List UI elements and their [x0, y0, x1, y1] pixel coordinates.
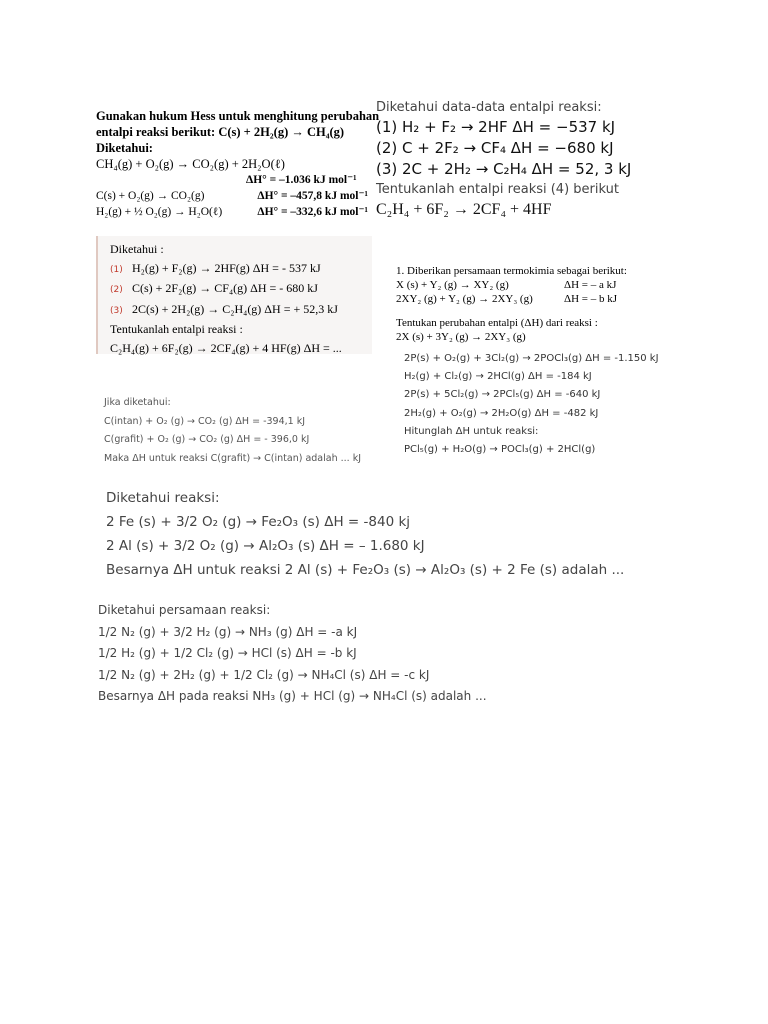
line: C(grafit) + O₂ (g) → CO₂ (g) ΔH = - 396,0 kJ	[104, 434, 310, 445]
reaction-2-row	[96, 188, 368, 204]
reaction-3: H₂(g) + ½ O₂(g) → H₂O(ℓ)	[96, 206, 223, 218]
line: Diketahui persamaan reaksi:	[98, 603, 271, 617]
reaction-1-enthalpy: ΔH = – a kJ	[564, 279, 617, 291]
reaction-1: (1) H₂ + F₂ → 2HF ΔH = −537 kJ	[376, 118, 616, 136]
line: H₂(g) + Cl₂(g) → 2HCl(g) ΔH = -184 kJ	[404, 371, 592, 383]
line: 2H₂(g) + O₂(g) → 2H₂O(g) ΔH = -482 kJ	[404, 407, 599, 419]
problem-title-line1: Gunakan hukum Hess untuk menghitung perubahan	[96, 109, 380, 123]
reaction-1: CH₄(g) + O₂(g) → CO₂(g) + 2H₂O(ℓ)	[96, 157, 285, 171]
line: 2P(s) + 5Cl₂(g) → 2PCl₅(g) ΔH = -640 kJ	[404, 389, 601, 401]
question-text: Tentukanlah entalpi reaksi (4) berikut	[376, 182, 619, 197]
line: 2P(s) + O₂(g) + 3Cl₂(g) → 2POCl₃(g) ΔH = -1.150 kJ	[404, 353, 659, 364]
reaction-1: X (s) + Y₂ (g) → XY₂ (g)	[396, 279, 509, 291]
problem-title-line2: entalpi reaksi berikut: C(s) + 2H₂(g) → CH₄(g)	[96, 125, 345, 139]
line: Besarnya ΔH untuk reaksi 2 Al (s) + Fe₂O₃ (s) → Al₂O₃ (s) + 2 Fe (s) adalah ...	[106, 562, 625, 578]
item-text: H₂(g) + F₂(g) → 2HF(g) ΔH = - 537 kJ	[132, 260, 321, 275]
line: Besarnya ΔH pada reaksi NH₃ (g) + HCl (g) → NH₄Cl (s) adalah ...	[98, 689, 487, 703]
item-number: (3)	[110, 305, 123, 316]
line: Hitunglah ΔH untuk reaksi:	[404, 425, 539, 437]
enthalpy-data-problem	[376, 98, 676, 221]
reaction-3-row	[96, 204, 368, 220]
item-text: C(s) + 2F₂(g) → CF₄(g) ΔH = - 680 kJ	[132, 281, 318, 295]
known-heading: Diketahui:	[96, 141, 153, 155]
reaction-item	[110, 300, 372, 321]
item-number: (1)	[110, 264, 123, 275]
item-number: (2)	[110, 285, 123, 295]
line: PCl₅(g) + H₂O(g) → POCl₃(g) + 2HCl(g)	[404, 444, 596, 456]
line: 1/2 N₂ (g) + 3/2 H₂ (g) → NH₃ (g) ΔH = -a kJ	[98, 624, 358, 639]
line: Jika diketahui:	[104, 397, 171, 408]
line: 2 Fe (s) + 3/2 O₂ (g) → Fe₂O₃ (s) ΔH = -840 kj	[106, 514, 411, 530]
reaction-2: 2XY₂ (g) + Y₂ (g) → 2XY₃ (g)	[396, 293, 533, 305]
question-text: Tentukan perubahan entalpi (ΔH) dari reaksi :	[396, 317, 598, 329]
line: 1/2 H₂ (g) + 1/2 Cl₂ (g) → HCl (s) ΔH = -b kJ	[98, 646, 357, 660]
reaction-item	[110, 259, 372, 280]
reaction-2-enthalpy: ΔH = – b kJ	[564, 293, 618, 305]
known-heading: Diketahui :	[110, 242, 164, 256]
reaction-2-row	[396, 292, 656, 306]
line: 1/2 N₂ (g) + 2H₂ (g) + 1/2 Cl₂ (g) → NH₄Cl (s) ΔH = -c kJ	[98, 667, 430, 682]
ammonium-chloride-problem	[98, 600, 658, 708]
reaction-2: C(s) + O₂(g) → CO₂(g)	[96, 190, 205, 202]
line: Diketahui reaksi:	[106, 490, 220, 506]
reaction-2: (2) C + 2F₂ → CF₄ ΔH = −680 kJ	[376, 139, 614, 157]
carbon-allotrope-problem	[104, 394, 374, 468]
target-reaction: C₂H₄ + 6F₂ → 2CF₄ + 4HF	[376, 201, 552, 218]
line: Maka ΔH untuk reaksi C(grafit) → C(intan) adalah ... kJ	[104, 452, 362, 464]
known-heading: Diketahui data-data entalpi reaksi:	[376, 100, 602, 115]
boxed-problem	[96, 236, 372, 354]
reaction-3-enthalpy: ΔH° = –332,6 kJ mol⁻¹	[257, 206, 368, 218]
question-text: Tentukanlah entalpi reaksi :	[110, 322, 243, 336]
reaction-2-enthalpy: ΔH° = –457,8 kJ mol⁻¹	[257, 190, 368, 202]
thermochemical-problem	[396, 264, 656, 344]
reaction-1-enthalpy: ΔH° = –1.036 kJ mol⁻¹	[246, 174, 357, 186]
hess-problem-methane	[96, 108, 380, 220]
line: C(intan) + O₂ (g) → CO₂ (g) ΔH = -394,1 kJ	[104, 415, 306, 427]
reaction-1-row	[396, 278, 656, 292]
reaction-3: (3) 2C + 2H₂ → C₂H₄ ΔH = 52, 3 kJ	[376, 160, 632, 178]
phosphorus-problem	[404, 350, 664, 459]
thermite-problem	[106, 486, 666, 582]
target-reaction: C₂H₄(g) + 6F₂(g) → 2CF₄(g) + 4 HF(g) ΔH = ...	[110, 340, 342, 355]
intro-text: 1. Diberikan persamaan termokimia sebagai berikut:	[396, 265, 627, 277]
line: 2 Al (s) + 3/2 O₂ (g) → Al₂O₃ (s) ΔH = – 1.680 kJ	[106, 538, 425, 554]
item-text: 2C(s) + 2H₂(g) → C₂H₄(g) ΔH = + 52,3 kJ	[132, 301, 338, 316]
reaction-item	[110, 279, 372, 300]
target-reaction: 2X (s) + 3Y₂ (g) → 2XY₃ (g)	[396, 331, 526, 343]
